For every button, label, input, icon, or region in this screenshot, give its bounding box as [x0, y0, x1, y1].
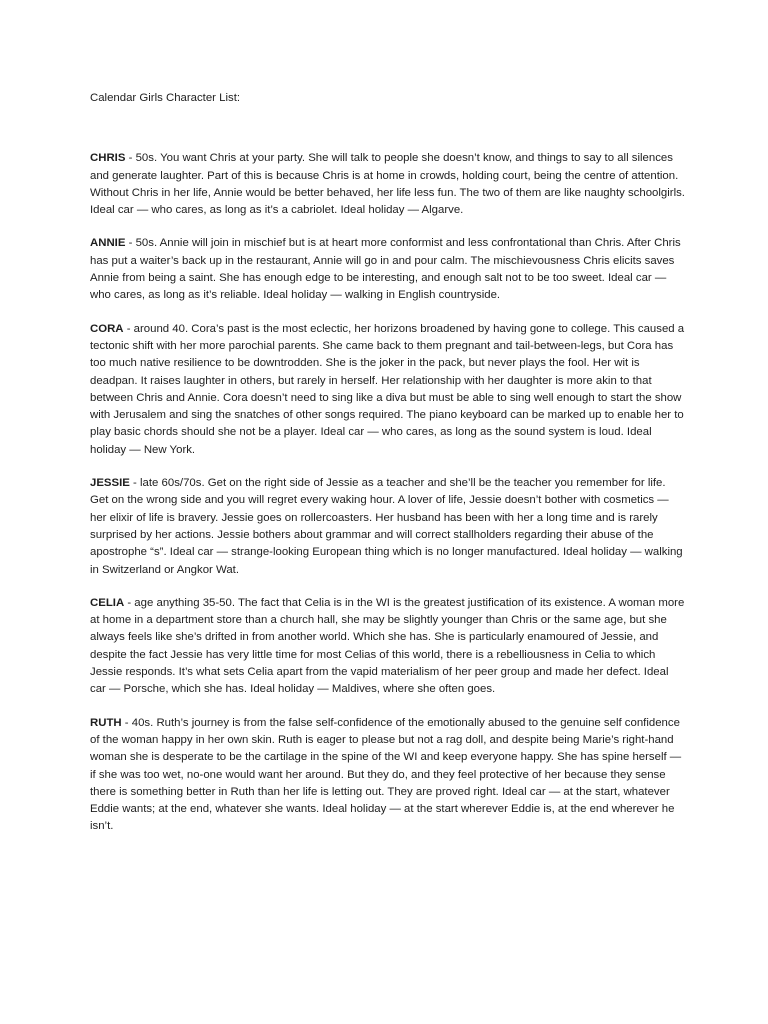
character-name: CELIA: [90, 596, 125, 609]
character-name: RUTH: [90, 716, 122, 729]
document-title: Calendar Girls Character List:: [90, 92, 241, 104]
character-entry-ruth: [90, 715, 685, 836]
character-entry-chris: [90, 150, 685, 219]
character-entry-celia: [90, 595, 685, 699]
character-name: ANNIE: [90, 237, 126, 250]
document-page: [90, 90, 685, 852]
character-description: - late 60s/70s. Get on the right side of Jessie as a teacher and she’ll be the teacher you remember for life. Get on the wrong side and you will regret every waking hour. A lover of life, Jessie doesn’t bother with cosmetics — her elixir of life is bravery. Jessie goes on rollercoasters. Her husband has been with her a long time and is rarely surprised by her actions. Jessie bothers about grammar and will correct stallholders regarding their abuse of the apostrophe “s”. Ideal car — strange-looking European thing which is no longer manufactured. Ideal holiday — walking in Switzerland or Angkor Wat.: [90, 477, 683, 576]
character-description: - 50s. Annie will join in mischief but is at heart more conformist and less confrontational than Chris. After Chris has put a waiter’s back up in the restaurant, Annie will go in and pour calm. The mischievousness Chris elicits saves Annie from being a saint. She has enough edge to be interesting, and enough salt not to be too sweet. Ideal car — who cares, as long as it’s reliable. Ideal holiday — walking in English countryside.: [90, 237, 681, 302]
character-description: - 40s. Ruth’s journey is from the false self-confidence of the emotionally abused to the genuine self confidence of the woman happy in her own skin. Ruth is eager to please but not a rag doll, and despite being Marie’s right-hand woman she is desperate to be the cartilage in the spine of the WI and keep everyone happy. She has spine herself — if she was too wet, no-one would want her around. But they do, and they feel protective of her because they sense there is something better in Ruth than her life is letting out. They are proved right. Ideal car — at the start, whatever Eddie wants; at the end, whatever she wants. Ideal holiday — at the start wherever Eddie is, at the end wherever he isn’t.: [90, 716, 682, 833]
character-entry-jessie: [90, 475, 685, 579]
character-entry-cora: [90, 321, 685, 459]
character-description: - age anything 35-50. The fact that Celia is in the WI is the greatest justification of its existence. A woman more at home in a department store than a church hall, she may be slightly younger than Chris or the same age, but she always feels like she’s drifted in from another world. Which she has. She is particularly enamoured of Jessie, and despite the fact Jessie has very little time for most Celias of this world, there is a rebelliousness in Celia to which Jessie responds. It’s what sets Celia apart from the vapid materialism of her peer group and made her defect. Ideal car — Porsche, which she has. Ideal holiday — Maldives, where she often goes.: [90, 596, 685, 696]
character-name: CHRIS: [90, 152, 126, 165]
character-entry-annie: [90, 235, 685, 304]
character-name: JESSIE: [90, 477, 130, 490]
character-description: - 50s. You want Chris at your party. She will talk to people she doesn’t know, and things to say to all silences and generate laughter. Part of this is because Chris is at home in crowds, holding court, being the centre of attention. Without Chris in her life, Annie would be better behaved, her life less fun. The two of them are like naughty schoolgirls. Ideal car — who cares, as long as it’s a cabriolet. Ideal holiday — Algarve.: [90, 152, 685, 217]
character-description: - around 40. Cora’s past is the most eclectic, her horizons broadened by having gone to college. This caused a tectonic shift with her more parochial parents. She came back to them pregnant and tail-between-legs, but Cora has too much native resilience to be downtrodden. She is the joker in the pack, but never plays the fool. Her wit is deadpan. It raises laughter in others, but rarely in herself. Her relationship with her daughter is more akin to that between Chris and Annie. Cora doesn’t need to sing like a diva but must be able to sing well enough to start the show with Jerusalem and sing the snatches of other songs required. The piano keyboard can be marked up to enable her to play basic chords should she not be a player. Ideal car — who cares, as long as the sound system is loud. Ideal holiday — New York.: [90, 322, 685, 456]
character-name: CORA: [90, 322, 124, 335]
